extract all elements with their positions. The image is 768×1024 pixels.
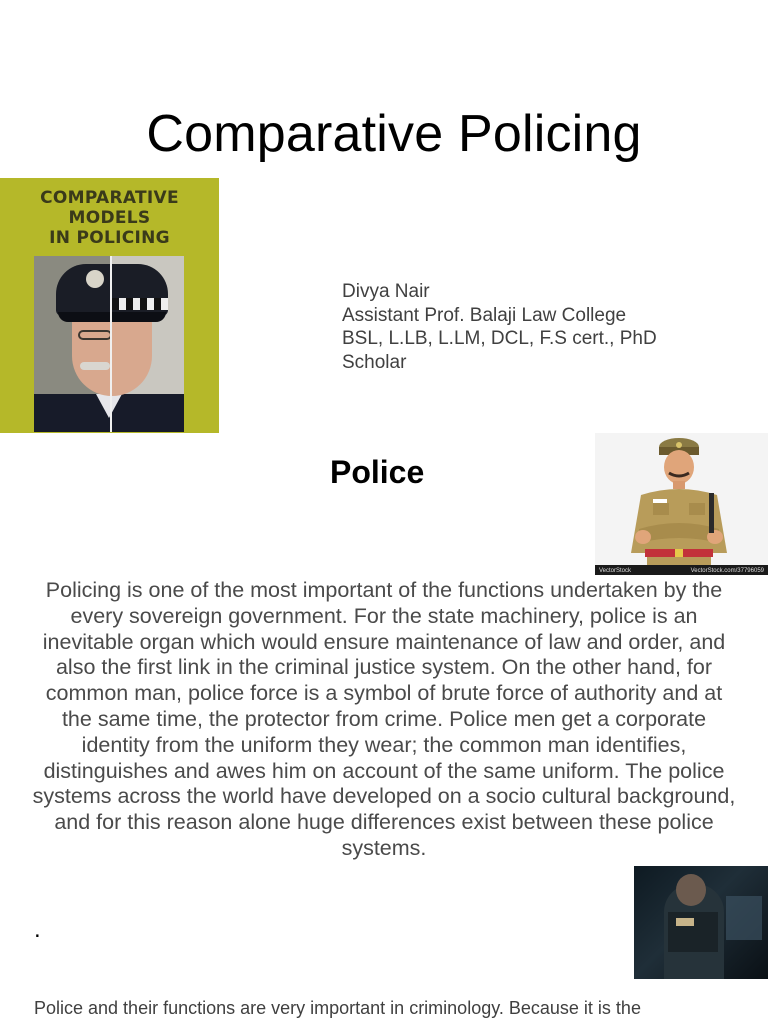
cartoon-police-officer-image (595, 433, 768, 575)
mustache (80, 362, 110, 370)
author-degrees-line-1: BSL, L.LB, L.LM, DCL, F.S cert., PhD (342, 328, 657, 349)
watermark-right: VectorStock.com/37796059 (690, 568, 764, 574)
book-cover-image (0, 178, 219, 433)
book-title-line-2: MODELS (68, 208, 151, 228)
checkered-cap-band (112, 298, 168, 310)
cap-visor (58, 312, 166, 322)
author-degrees-line-2: Scholar (342, 351, 407, 373)
officer-head (676, 874, 706, 906)
vest-patch (676, 918, 694, 926)
author-info (342, 280, 742, 374)
book-title-line-1: COMPARATIVE (40, 188, 179, 208)
tactical-vest (668, 912, 718, 952)
cap-badge-icon (86, 270, 104, 288)
watermark-bar (595, 565, 768, 575)
footer-text: Police and their functions are very important in criminology. Because it is the (34, 998, 641, 1018)
watermark-left: VectorStock (599, 568, 632, 574)
officer-portrait (34, 256, 184, 432)
police-officer-illustration (595, 433, 768, 575)
book-title-line-3: IN POLICING (49, 228, 170, 248)
section-heading: Police (330, 454, 425, 490)
book-cover-title (0, 188, 219, 248)
bullet-dot: . (34, 916, 41, 943)
author-position: Assistant Prof. Balaji Law College (342, 304, 627, 326)
monitor-screen (726, 896, 762, 940)
body-paragraph: Policing is one of the most important of the functions undertaken by the every sovereign government. For the state machinery, police is an inevitable organ which would ensure maintenance of law and order, and also the first link in the criminal justice system. On the other hand, for common man, police force is a symbol of brute force of authority and at the same time, the protector from crime. Police men get a corporate identity from the uniform they wear; the common man identifies, distinguishes and awes him on account of the same uniform. The police systems across the world have developed on a socio cultural background, and for this reason alone huge differences exist between these police systems. (32, 578, 736, 860)
glasses (78, 330, 112, 340)
dark-investigation-photo (634, 866, 768, 979)
photo-split-line (110, 256, 112, 432)
author-name: Divya Nair (342, 281, 430, 302)
slide-title: Comparative Policing (146, 105, 642, 163)
